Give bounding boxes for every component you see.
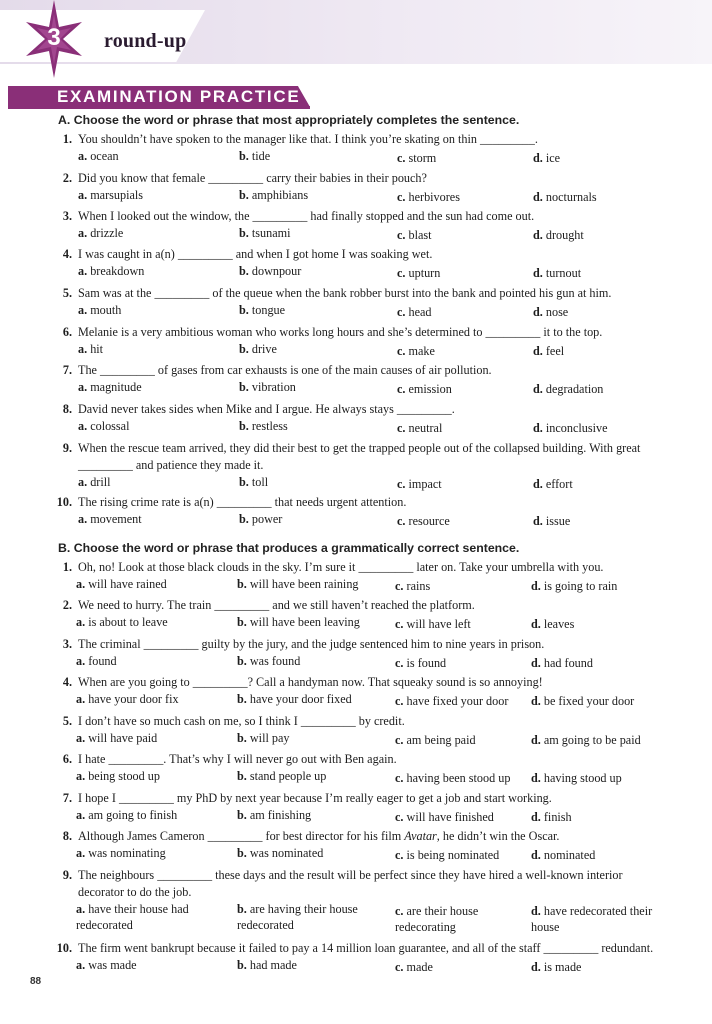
option-letter: b. [239,342,249,356]
option-letter: d. [533,421,543,435]
option-letter: b. [237,846,247,860]
question-text: Oh, no! Look at those black clouds in the sky. I’m sure it _________ later on. Take your umbrella with you. [78,560,604,574]
option-text: resource [408,514,450,528]
option-letter: d. [533,382,543,396]
option-a[interactable] [76,576,167,592]
option-text: drizzle [90,226,124,240]
option-b[interactable] [239,474,268,490]
option-b[interactable] [237,807,311,823]
option-letter: d. [531,656,541,670]
option-b[interactable] [237,730,289,746]
option-letter: a. [76,846,86,860]
option-letter: a. [78,303,88,317]
option-text: am being paid [406,733,476,747]
option-text: magnitude [90,380,142,394]
option-text: is about to leave [88,615,168,629]
question-number: 4. [62,675,72,689]
question-number: 10. [56,941,72,955]
option-letter: d. [531,617,541,631]
question-text-part: Although James Cameron _________ for best director for his film [78,829,405,843]
option-letter: b. [237,654,247,668]
option-letter: d. [533,190,543,204]
option-letter: a. [76,902,86,916]
option-text: will have been leaving [249,615,360,629]
question-number: 3. [62,637,72,651]
option-text: finish [543,810,572,824]
page-number: 88 [30,976,42,987]
option-text: will have left [406,617,471,631]
option-d[interactable] [533,265,581,281]
option-text: nocturnals [545,190,597,204]
option-text: tongue [251,303,286,317]
option-letter: a. [76,731,86,745]
option-text: is being nominated [406,848,500,862]
option-text: vibration [251,380,296,394]
question-text: The rising crime rate is a(n) _________ that needs urgent attention. [78,495,407,509]
option-letter: b. [237,769,247,783]
option-text: have your door fixed [249,692,352,706]
option-text: am going to finish [88,808,178,822]
option-b[interactable] [237,576,359,592]
option-letter: c. [395,579,404,593]
option-c[interactable] [395,655,446,671]
option-b[interactable] [237,957,297,973]
option-letter: a. [76,808,86,822]
option-letter: b. [237,902,247,916]
option-text: are their house redecorating [395,904,479,934]
option-text: will have finished [406,810,494,824]
option-c[interactable] [395,693,508,709]
question-text [78,828,668,844]
option-letter: b. [237,808,247,822]
option-letter: c. [397,190,406,204]
option-text: will have been raining [249,577,359,591]
option-b[interactable] [239,341,277,357]
question-text: I hate _________. That’s why I will never go out with Ben again. [78,752,397,766]
option-c[interactable] [397,189,460,205]
option-text: tide [251,149,271,163]
option-letter: b. [239,512,249,526]
option-text: be fixed your door [543,694,635,708]
option-text: leaves [543,617,575,631]
option-letter: b. [237,731,247,745]
option-letter: c. [395,848,404,862]
option-letter: c. [397,421,406,435]
option-letter: b. [237,692,247,706]
option-text: mouth [90,303,122,317]
option-text: is made [543,960,582,974]
option-text: rains [406,579,431,593]
option-text: ice [545,151,561,165]
option-letter: c. [397,382,406,396]
option-letter: c. [397,266,406,280]
option-letter: b. [239,303,249,317]
option-d[interactable] [531,847,595,863]
option-text: marsupials [90,188,143,202]
option-c[interactable] [395,847,499,863]
question-number: 6. [62,752,72,766]
section-title: round-up [104,30,187,52]
option-b[interactable] [237,653,300,669]
unit-number: 3 [47,24,61,51]
option-text: breakdown [90,264,145,278]
option-text: hit [90,342,104,356]
option-letter: b. [239,419,249,433]
option-text: amphibians [251,188,309,202]
option-letter: c. [395,904,404,918]
option-c[interactable] [395,616,471,632]
option-letter: c. [395,810,404,824]
question-number: 6. [62,325,72,339]
question-text: You shouldn’t have spoken to the manager like that. I think you’re skating on thin _________. [78,132,538,146]
option-text: restless [251,419,288,433]
option-c[interactable] [397,513,450,529]
option-d[interactable] [531,809,572,825]
option-text: tsunami [251,226,291,240]
option-text: found [88,654,117,668]
option-b[interactable] [239,187,308,203]
option-text: degradation [545,382,604,396]
option-text: am going to be paid [543,733,641,747]
question-number: 8. [62,402,72,416]
option-c[interactable] [397,227,432,243]
option-c[interactable] [395,578,430,594]
section-a-heading: A. Choose the word or phrase that most appropriately completes the sentence. [58,113,520,127]
option-text: blast [408,228,432,242]
option-b[interactable] [239,225,290,241]
option-a[interactable] [76,957,137,973]
option-letter: a. [76,958,86,972]
option-b[interactable] [239,418,288,434]
option-letter: d. [533,228,543,242]
option-text: effort [545,477,573,491]
option-text: being stood up [88,769,160,783]
option-letter: c. [395,733,404,747]
question-text: David never takes sides when Mike and I argue. He always stays _________. [78,402,455,416]
option-a[interactable] [76,653,117,669]
option-letter: a. [78,342,88,356]
option-letter: d. [531,848,541,862]
option-d[interactable] [531,693,634,709]
option-c[interactable] [397,343,435,359]
option-b[interactable] [239,263,301,279]
option-text: is found [406,656,447,670]
question-text: The criminal _________ guilty by the jury, and the judge sentenced him to nine years in prison. [78,637,545,651]
question-number: 2. [62,598,72,612]
question-number: 10. [56,495,72,509]
option-d[interactable] [531,903,666,935]
option-letter: c. [397,514,406,528]
option-a[interactable] [76,691,179,707]
option-text: made [406,960,433,974]
option-a[interactable] [76,768,160,784]
option-text: colossal [90,419,130,433]
option-b[interactable] [239,379,296,395]
option-a[interactable] [76,807,177,823]
film-title: Avatar [404,829,437,843]
option-d[interactable] [533,304,568,320]
option-text: is going to rain [543,579,618,593]
option-c[interactable] [397,150,436,166]
option-b[interactable] [239,511,282,527]
option-a[interactable] [78,511,142,527]
question-number: 2. [62,171,72,185]
option-a[interactable] [76,730,157,746]
option-d[interactable] [533,420,607,436]
question-text: When are you going to _________? Call a handyman now. That squeaky sound is so annoying! [78,675,543,689]
question-number: 8. [62,829,72,843]
option-a[interactable] [78,302,121,318]
option-text: feel [545,344,565,358]
question-text: The _________ of gases from car exhausts is one of the main causes of air pollution. [78,363,492,377]
option-text: impact [408,477,442,491]
option-letter: b. [239,149,249,163]
option-text: drought [545,228,584,242]
option-letter: b. [239,188,249,202]
option-d[interactable] [531,732,641,748]
option-text: was made [88,958,137,972]
option-a[interactable] [76,614,168,630]
option-b[interactable] [237,768,326,784]
option-letter: a. [78,149,88,163]
option-letter: b. [237,958,247,972]
option-c[interactable] [397,476,442,492]
option-text: drill [90,475,111,489]
option-letter: d. [531,694,541,708]
option-c[interactable] [397,304,432,320]
option-a[interactable] [78,225,123,241]
option-letter: b. [237,577,247,591]
option-d[interactable] [533,150,560,166]
question-text: I was caught in a(n) _________ and when I got home I was soaking wet. [78,247,433,261]
option-letter: c. [395,960,404,974]
option-text: emission [408,382,452,396]
option-text: movement [90,512,142,526]
option-letter: a. [78,419,88,433]
question-number: 9. [62,441,72,455]
option-d[interactable] [531,616,574,632]
question-text-part: , he didn’t win the Oscar. [436,829,560,843]
question-text: I hope I _________ my PhD by next year because I’m really eager to get a job and start working. [78,791,552,805]
option-letter: d. [531,771,541,785]
option-letter: d. [533,477,543,491]
option-letter: d. [531,904,541,918]
question-text: I don’t have so much cash on me, so I think I _________ by credit. [78,714,405,728]
option-text: drive [251,342,277,356]
option-text: have your door fix [88,692,179,706]
question-text: The firm went bankrupt because it failed to pay a 14 million loan guarantee, and all of the staff _________ redundant. [78,941,654,955]
option-a[interactable] [78,148,119,164]
option-letter: c. [397,228,406,242]
option-letter: d. [533,514,543,528]
option-d[interactable] [533,381,603,397]
option-a[interactable] [78,379,142,395]
option-letter: d. [533,151,543,165]
option-text: will have paid [88,731,158,745]
option-c[interactable] [395,732,476,748]
option-c[interactable] [395,903,530,935]
option-b[interactable] [237,845,323,861]
option-text: will pay [249,731,290,745]
option-letter: a. [76,692,86,706]
option-letter: c. [397,151,406,165]
option-d[interactable] [531,655,593,671]
option-letter: b. [237,615,247,629]
option-letter: c. [397,477,406,491]
question-text: Sam was at the _________ of the queue when the bank robber burst into the bank and pointed his gun at him. [78,286,612,300]
option-a[interactable] [78,341,103,357]
option-letter: a. [78,475,88,489]
option-c[interactable] [397,381,452,397]
option-text: will have rained [88,577,167,591]
option-letter: c. [397,344,406,358]
option-letter: c. [395,617,404,631]
option-text: neutral [408,421,443,435]
question-text: When the rescue team arrived, they did their best to get the trapped people out of the collapsed building. With great _________ and patience they made it. [78,441,641,472]
option-text: have fixed your door [406,694,509,708]
option-letter: d. [531,960,541,974]
option-letter: c. [395,694,404,708]
option-text: ocean [90,149,119,163]
option-d[interactable] [533,513,570,529]
option-text: have their house had redecorated [76,902,189,932]
question-text: When I looked out the window, the _________ had finally stopped and the sun had come out. [78,209,535,223]
option-d[interactable] [533,343,564,359]
option-text: having been stood up [406,771,511,785]
option-b[interactable] [237,691,352,707]
option-b[interactable] [237,901,372,933]
option-text: power [251,512,283,526]
option-b[interactable] [239,302,285,318]
option-text: nose [545,305,569,319]
option-letter: b. [239,226,249,240]
option-text: are having their house redecorated [237,902,358,932]
option-text: was nominating [88,846,166,860]
option-letter: a. [78,226,88,240]
option-letter: b. [239,380,249,394]
option-letter: a. [76,654,86,668]
question-number: 7. [62,791,72,805]
option-d[interactable] [531,959,581,975]
option-letter: c. [395,656,404,670]
question-text: Did you know that female _________ carry their babies in their pouch? [78,171,427,185]
option-letter: d. [533,344,543,358]
option-letter: a. [78,264,88,278]
option-d[interactable] [533,476,573,492]
option-letter: b. [239,264,249,278]
question-number: 4. [62,247,72,261]
option-letter: a. [76,769,86,783]
section-b-heading: B. Choose the word or phrase that produces a grammatically correct sentence. [58,541,520,555]
option-letter: a. [78,188,88,202]
option-letter: a. [78,380,88,394]
option-d[interactable] [531,578,617,594]
option-letter: a. [78,512,88,526]
option-text: downpour [251,264,302,278]
banner-title: EXAMINATION PRACTICE [57,87,301,106]
option-text: herbivores [408,190,460,204]
question-number: 1. [62,132,72,146]
option-a[interactable] [76,845,166,861]
option-letter: d. [533,266,543,280]
question-number: 9. [62,868,72,882]
option-a[interactable] [78,187,143,203]
option-text: inconclusive [545,421,608,435]
option-text: having stood up [543,771,622,785]
option-text: had made [249,958,297,972]
option-text: was found [249,654,301,668]
option-text: storm [408,151,437,165]
option-b[interactable] [239,148,270,164]
option-c[interactable] [395,959,433,975]
option-text: upturn [408,266,441,280]
question-text: The neighbours _________ these days and the result will be perfect since they have hired a well-known interior decorator to do the job. [78,868,623,899]
question-number: 3. [62,209,72,223]
option-text: turnout [545,266,582,280]
option-a[interactable] [78,418,129,434]
option-letter: a. [76,615,86,629]
option-text: have redecorated their house [531,904,653,934]
option-d[interactable] [531,770,622,786]
option-text: make [408,344,435,358]
question-number: 1. [62,560,72,574]
option-text: toll [251,475,269,489]
option-a[interactable] [76,901,211,933]
question-number: 7. [62,363,72,377]
option-d[interactable] [533,227,584,243]
option-c[interactable] [397,265,440,281]
option-letter: c. [395,771,404,785]
option-text: am finishing [249,808,312,822]
option-letter: c. [397,305,406,319]
option-b[interactable] [237,614,360,630]
option-letter: d. [533,305,543,319]
question-number: 5. [62,286,72,300]
option-text: head [408,305,432,319]
option-text: issue [545,514,571,528]
option-text: was nominated [249,846,324,860]
option-c[interactable] [397,420,442,436]
option-letter: a. [76,577,86,591]
question-number: 5. [62,714,72,728]
unit-star-badge [24,0,84,78]
option-c[interactable] [395,770,510,786]
option-letter: d. [531,733,541,747]
option-letter: b. [239,475,249,489]
option-text: had found [543,656,593,670]
question-text: Melanie is a very ambitious woman who works long hours and she’s determined to _________ it to the top. [78,325,603,339]
option-a[interactable] [78,263,144,279]
option-a[interactable] [78,474,111,490]
option-d[interactable] [533,189,597,205]
question-text: We need to hurry. The train _________ and we still haven’t reached the platform. [78,598,475,612]
option-text: stand people up [249,769,327,783]
option-letter: d. [531,579,541,593]
option-c[interactable] [395,809,494,825]
option-text: nominated [543,848,596,862]
option-letter: d. [531,810,541,824]
